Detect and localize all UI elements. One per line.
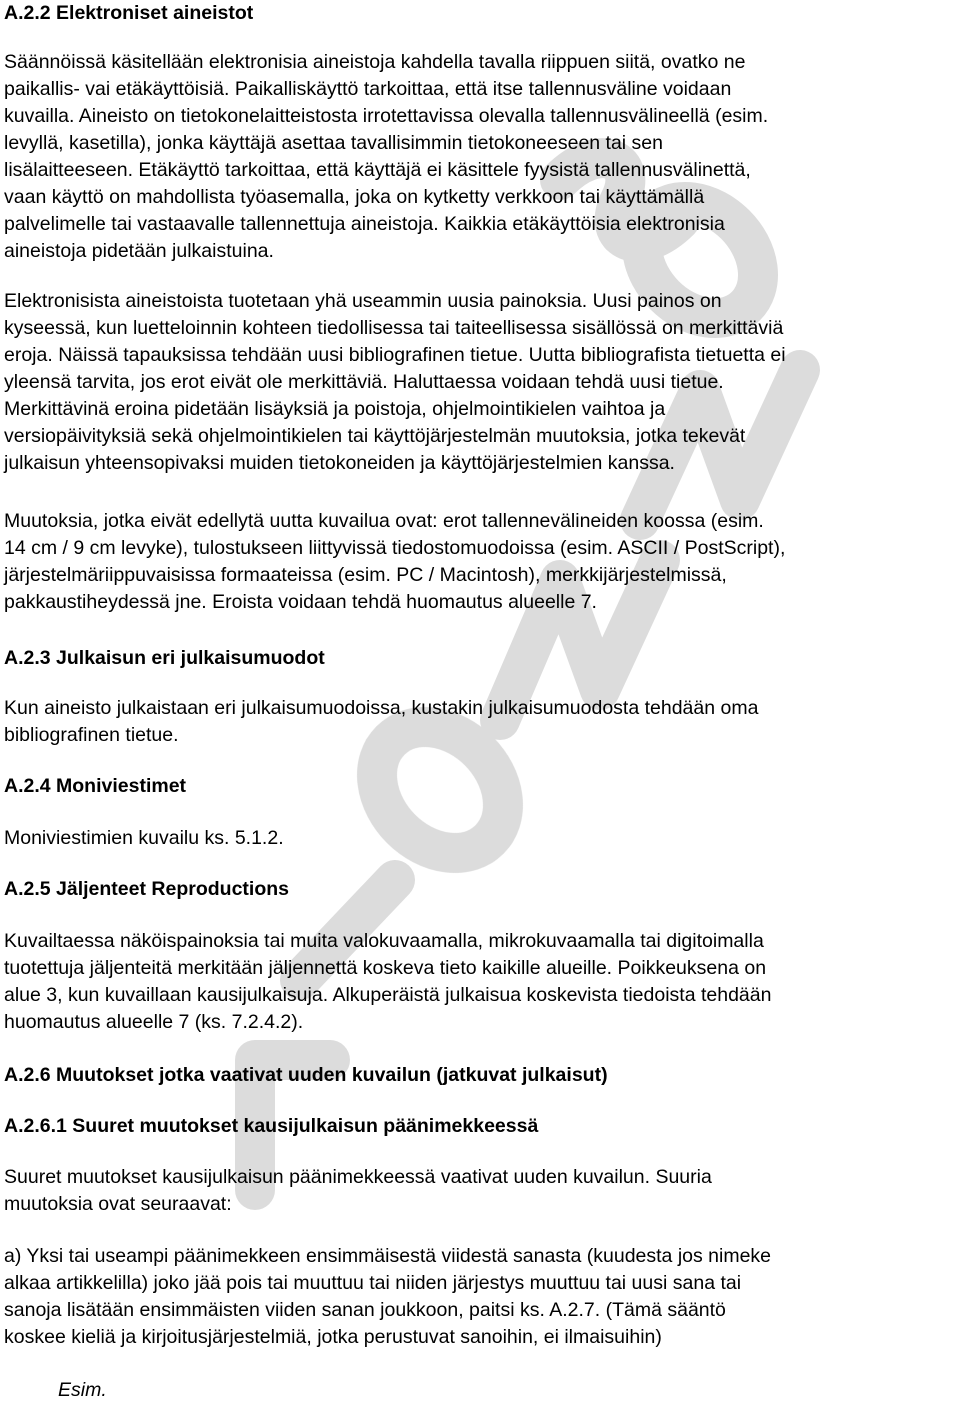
a261-item-a-line: koskee kieliä ja kirjoitusjärjestelmiä, jotka perustuvat sanoihin, ei ilmaisuihin) [4, 1326, 662, 1348]
heading-a26: A.2.6 Muutokset jotka vaativat uuden kuvailun (jatkuvat julkaisut) [4, 1064, 608, 1086]
a22-para2-line: Elektronisista aineistoista tuotetaan yhä useammin uusia painoksia. Uusi painos on [4, 290, 722, 312]
a22-body-line: lisälaitteeseen. Etäkäyttö tarkoittaa, että käyttäjä ei käsittele fyysistä tallennusvälinettä, [4, 159, 751, 181]
a22-para3-line: Muutoksia, jotka eivät edellytä uutta kuvailua ovat: erot tallennevälineiden koossa (esim. [4, 510, 764, 532]
a22-para2-line: versiopäivityksiä sekä ohjelmointikielen tai käyttöjärjestelmän muutoksia, jotka tekevät [4, 425, 746, 447]
a261-item-a-line: alkaa artikkelilla) joko jää pois tai muuttuu tai niiden järjestys muuttuu tai uusi sana tai [4, 1272, 742, 1294]
a22-body-line: vaan käyttö on mahdollista työasemalla, joka on kytketty verkkoon tai käyttämällä [4, 186, 705, 208]
a261-item-a-line: sanoja lisätään ensimmäisten viiden sanan joukkoon, paitsi ks. A.2.7. (Tämä sääntö [4, 1299, 726, 1321]
a22-para3-line: järjestelmäriippuvaisissa formaateissa (esim. PC / Macintosh), merkkijärjestelmissä, [4, 564, 727, 586]
a22-para2-line: eroja. Näissä tapauksissa tehdään uusi bibliografinen tietue. Uutta bibliografista tietuetta ei [4, 344, 786, 366]
a261-item-a-line: a) Yksi tai useampi päänimekkeen ensimmäisestä viidestä sanasta (kuudesta jos nimeke [4, 1245, 772, 1267]
heading-a23: A.2.3 Julkaisun eri julkaisumuodot [4, 647, 325, 669]
a25-body-line: huomautus alueelle 7 (ks. 7.2.4.2). [4, 1011, 304, 1033]
heading-a25: A.2.5 Jäljenteet Reproductions [4, 878, 289, 900]
a25-body-line: alue 3, kun kuvaillaan kausijulkaisuja. Alkuperäistä julkaisua koskevista tiedoista tehdään [4, 984, 772, 1006]
a22-para2-line: kyseessä, kun luetteloinnin kohteen tiedollisessa tai taiteellisessa sisällössä on merkittäviä [4, 317, 784, 339]
a22-body-line: Säännöissä käsitellään elektronisia aineistoja kahdella tavalla riippuen siitä, ovatko ne [4, 51, 746, 73]
a25-body-line: tuotettuja jäljenteitä merkitään jäljennettä koskeva tieto kaikille alueille. Poikkeuksena on [4, 957, 767, 979]
a22-para3-line: pakkaustiheydessä jne. Eroista voidaan tehdä huomautus alueelle 7. [4, 591, 597, 613]
a261-body-line: muutoksia ovat seuraavat: [4, 1193, 232, 1215]
a22-para2-line: yleensä tarvita, jos erot eivät ole merkittäviä. Haluttaessa voidaan tehdä uusi tietue. [4, 371, 724, 393]
a22-para2-line: julkaisun yhteensopivaksi muiden tietokoneiden ja käyttöjärjestelmien kanssa. [4, 452, 675, 474]
a22-body-line: levyllä, kasetilla), jonka käyttäjä asettaa tavallisimmin tietokoneeseen tai sen [4, 132, 664, 154]
a22-body-line: aineistoja pidetään julkaistuina. [4, 240, 274, 262]
heading-a22: A.2.2 Elektroniset aineistot [4, 2, 254, 24]
a22-body-line: kuvailla. Aineisto on tietokonelaitteistosta irrotettavissa olevalla tallennusvälineellä (esim. [4, 105, 769, 127]
a23-body-line: bibliografinen tietue. [4, 724, 179, 746]
a22-body-line: paikallis- vai etäkäyttöisiä. Paikalliskäyttö tarkoittaa, että itse tallennusväline voidaan [4, 78, 732, 100]
a22-para3-line: 14 cm / 9 cm levyke), tulostukseen liittyvissä tiedostomuodoissa (esim. ASCII / PostScript), [4, 537, 786, 559]
example-label: Esim. [58, 1379, 107, 1401]
a261-body-line: Suuret muutokset kausijulkaisun päänimekkeessä vaativat uuden kuvailun. Suuria [4, 1166, 712, 1188]
a22-body-line: palvelimelle tai vastaavalle tallennettuja aineistoja. Kaikkia etäkäyttöisia elektronisia [4, 213, 725, 235]
a23-body-line: Kun aineisto julkaistaan eri julkaisumuodoissa, kustakin julkaisumuodosta tehdään oma [4, 697, 759, 719]
a24-body-line: Moniviestimien kuvailu ks. 5.1.2. [4, 827, 284, 849]
heading-a24: A.2.4 Moniviestimet [4, 775, 187, 797]
a22-para2-line: Merkittävinä eroina pidetään lisäyksiä ja poistoja, ohjelmointikielen vaihtoa ja [4, 398, 666, 420]
heading-a261: A.2.6.1 Suuret muutokset kausijulkaisun päänimekkeessä [4, 1115, 539, 1137]
a25-body-line: Kuvailtaessa näköispainoksia tai muita valokuvaamalla, mikrokuvaamalla tai digitoimalla [4, 930, 764, 952]
